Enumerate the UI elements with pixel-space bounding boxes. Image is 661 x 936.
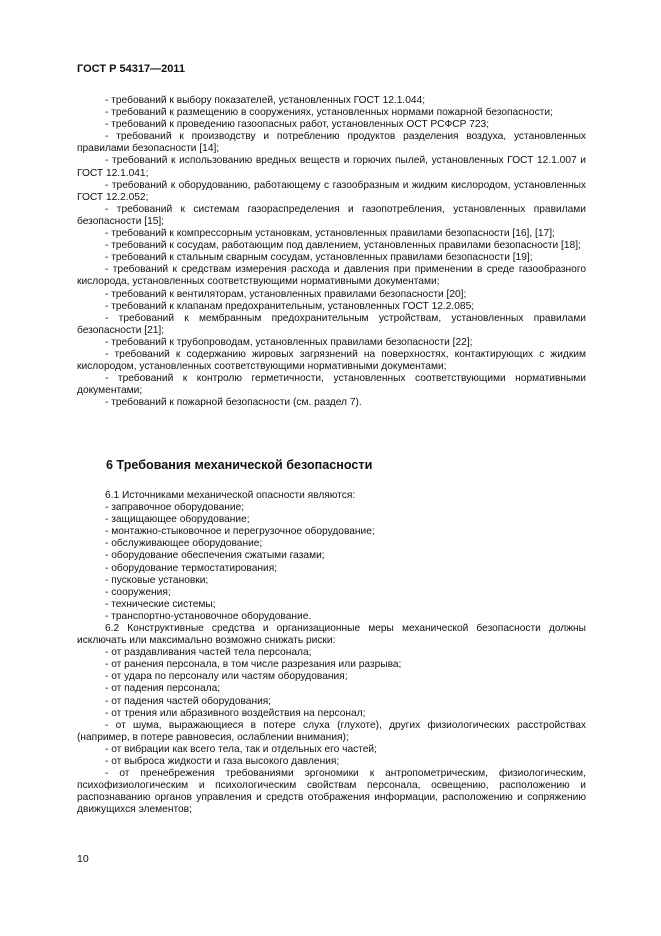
clause-6-2 [77, 623, 586, 817]
list-item: - требований к оборудованию, работающему с газообразным и жидким кислородом, установленных ГОСТ 12.2.052; [77, 179, 586, 203]
list-item: - обслуживающее оборудование; [105, 538, 263, 550]
list-item: - технические системы; [105, 598, 216, 610]
list-item: - требований к трубопроводам, установленных правилами безопасности [22]; [105, 336, 473, 348]
list-item: - требований к стальным сварным сосудам, установленных правилами безопасности [19]; [105, 252, 533, 264]
list-item: - требований к средствам измерения расхода и давления при применении в среде газообразного кислорода, установленных соответствующими нормативными документами; [77, 264, 586, 288]
list-item: - требований к выбору показателей, установленных ГОСТ 12.1.044; [105, 95, 426, 106]
list-item: - требований к размещению в сооружениях, установленных нормами пожарной безопасности; [105, 107, 553, 119]
list-item: - требований к сосудам, работающим под давлением, установленных правилами безопасности [18]; [105, 240, 581, 252]
list-item: - требований к производству и потреблению продуктов разделения воздуха, установленных правилами безопасности [14]; [77, 131, 586, 155]
list-item: - заправочное оборудование; [105, 502, 245, 514]
list-item: - сооружения; [105, 586, 171, 598]
clause-6-1 [77, 490, 586, 623]
list-item: - от пренебрежения требованиями эргономики к антропометрическим, физиологическим, психофизиологическим и психологическим свойствам персонала, освещению, расположению и распознаванию органов управления и средств отображения информации, расположению и сопряжению движущихся элементов; [77, 768, 586, 816]
list-item: - требований к пожарной безопасности (см. раздел 7). [105, 397, 362, 409]
list-item: - от удара по персоналу или частям оборудования; [105, 671, 348, 683]
list-item: - защищающее оборудование; [105, 514, 250, 526]
list-item: - требований к контролю герметичности, установленных соответствующими нормативными документами; [77, 373, 586, 397]
list-item: - оборудование термостатирования; [105, 562, 278, 574]
document-code-header: ГОСТ Р 54317—2011 [77, 63, 185, 75]
list-item: - требований к мембранным предохранительным устройствам, установленных правилами безопасности [21]; [77, 312, 586, 336]
section-heading: 6 Требования механической безопасности [106, 458, 373, 472]
list-item: - требований к вентиляторам, установленных правилами безопасности [20]; [105, 288, 467, 300]
list-item: - требований к проведению газоопасных работ, установленных ОСТ РСФСР 723; [105, 119, 490, 131]
clause-intro: 6.2 Конструктивные средства и организационные меры механической безопасности должны исключать или максимально возможно снижать риски: [77, 623, 586, 647]
list-item: - от вибрации как всего тела, так и отдельных его частей; [105, 743, 377, 755]
list-item: - от раздавливания частей тела персонала; [105, 647, 312, 659]
list-item: - транспортно-установочное оборудование. [105, 610, 312, 622]
requirements-list [77, 95, 586, 409]
list-item: - пусковые установки; [105, 574, 209, 586]
list-item: - требований к системам газораспределения и газопотребления, установленных правилами безопасности [15]; [77, 203, 586, 227]
list-item: - требований к компрессорным установкам, установленных правилами безопасности [16], [17]; [105, 228, 555, 240]
list-item: - требований к содержанию жировых загрязнений на поверхностях, контактирующих с жидким кислородом, установленных соответствующими нормативными документами; [77, 348, 586, 373]
list-item: - от падения частей оборудования; [105, 695, 272, 707]
list-item: - требований к клапанам предохранительным, установленных ГОСТ 12.2.085; [105, 300, 475, 312]
clause-intro: 6.1 Источниками механической опасности являются: [105, 490, 356, 501]
list-item: - требований к использованию вредных веществ и горючих пылей, установленных ГОСТ 12.1.007 и ГОСТ 12.1.041; [77, 155, 586, 179]
list-item: - от ранения персонала, в том числе разрезания или разрыва; [105, 659, 402, 671]
list-item: - от выброса жидкости и газа высокого давления; [105, 756, 340, 768]
list-item: - монтажно-стыковочное и перегрузочное оборудование; [105, 526, 375, 538]
list-item: - от падения персонала; [105, 683, 221, 695]
page-number: 10 [77, 853, 89, 865]
list-item: - оборудование обеспечения сжатыми газами; [105, 550, 325, 562]
list-item: - от шума, выражающиеся в потере слуха (глухоте), других физиологических расстройствах (например, в потере равновесия, ослаблении внимания); [77, 719, 586, 743]
list-item: - от трения или абразивного воздействия на персонал; [105, 707, 366, 719]
